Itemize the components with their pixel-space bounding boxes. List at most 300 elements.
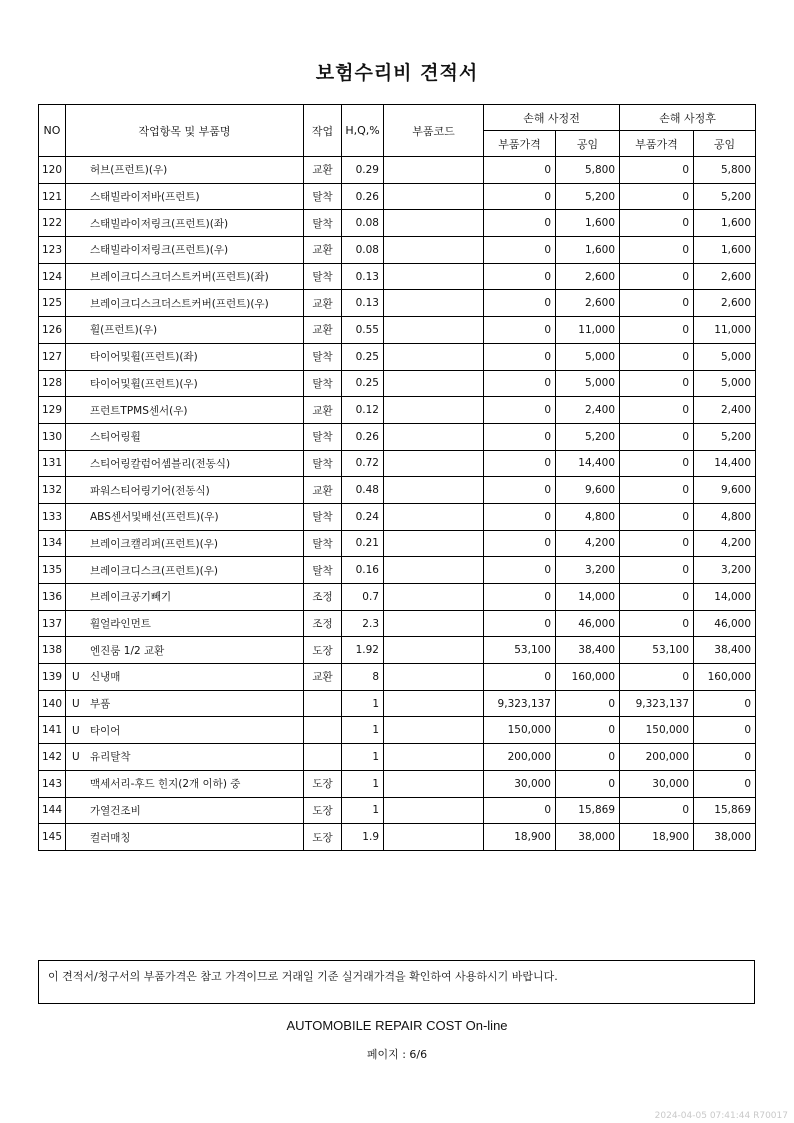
row-after-part-price: 53,100 (620, 637, 694, 664)
row-part-code (384, 637, 484, 664)
table-row (39, 690, 756, 717)
row-before-part-price: 9,323,137 (484, 690, 556, 717)
row-before-labor: 5,800 (556, 157, 620, 184)
col-code: 부품코드 (384, 105, 484, 157)
row-work: 교환 (304, 157, 342, 184)
row-hq: 0.08 (342, 210, 384, 237)
row-no: 131 (39, 450, 66, 477)
col-work: 작업 (304, 105, 342, 157)
row-work: 탈착 (304, 557, 342, 584)
row-before-part-price: 18,900 (484, 824, 556, 851)
row-work (304, 744, 342, 771)
row-item-name (66, 770, 304, 797)
row-before-part-price: 0 (484, 610, 556, 637)
row-no: 120 (39, 157, 66, 184)
table-row (39, 263, 756, 290)
row-after-part-price: 18,900 (620, 824, 694, 851)
table-header (39, 105, 756, 157)
row-no: 140 (39, 690, 66, 717)
row-after-labor: 0 (694, 717, 756, 744)
row-after-part-price: 0 (620, 477, 694, 504)
row-after-part-price: 0 (620, 557, 694, 584)
row-after-part-price: 0 (620, 370, 694, 397)
row-no: 129 (39, 397, 66, 424)
row-after-labor: 1,600 (694, 237, 756, 264)
row-part-code (384, 584, 484, 611)
row-no: 145 (39, 824, 66, 851)
table-row (39, 664, 756, 691)
estimate-table (38, 104, 756, 851)
row-item-label: 타이어 (90, 724, 121, 737)
row-after-labor: 1,600 (694, 210, 756, 237)
row-work: 도장 (304, 797, 342, 824)
row-after-labor: 0 (694, 690, 756, 717)
row-item-name (66, 157, 304, 184)
row-before-part-price: 0 (484, 370, 556, 397)
row-after-labor: 5,000 (694, 343, 756, 370)
row-flag: U (72, 671, 80, 684)
table-row (39, 370, 756, 397)
row-before-part-price: 0 (484, 183, 556, 210)
row-no: 130 (39, 423, 66, 450)
row-hq: 8 (342, 664, 384, 691)
row-no: 126 (39, 317, 66, 344)
row-before-part-price: 0 (484, 503, 556, 530)
row-hq: 0.55 (342, 317, 384, 344)
document-title: 보험수리비 견적서 (315, 62, 479, 84)
row-after-part-price: 0 (620, 530, 694, 557)
row-item-label: 파워스티어링기어(전동식) (90, 484, 210, 497)
col-no: NO (39, 105, 66, 157)
row-hq: 0.25 (342, 343, 384, 370)
row-no: 136 (39, 584, 66, 611)
row-hq: 0.21 (342, 530, 384, 557)
row-before-part-price: 0 (484, 557, 556, 584)
row-work: 교환 (304, 477, 342, 504)
row-after-part-price: 150,000 (620, 717, 694, 744)
row-after-labor: 5,200 (694, 423, 756, 450)
table-row (39, 530, 756, 557)
row-part-code (384, 530, 484, 557)
table-row (39, 450, 756, 477)
row-before-labor: 2,600 (556, 263, 620, 290)
row-part-code (384, 237, 484, 264)
row-item-name (66, 370, 304, 397)
row-item-name (66, 263, 304, 290)
row-item-label: 엔진룸 1/2 교환 (90, 644, 165, 657)
row-before-part-price: 0 (484, 210, 556, 237)
row-no: 132 (39, 477, 66, 504)
row-item-name (66, 557, 304, 584)
row-no: 125 (39, 290, 66, 317)
table-row (39, 183, 756, 210)
row-no: 124 (39, 263, 66, 290)
footer-title: AUTOMOBILE REPAIR COST On-line (286, 1018, 508, 1033)
row-before-part-price: 30,000 (484, 770, 556, 797)
row-work: 탈착 (304, 343, 342, 370)
row-before-labor: 3,200 (556, 557, 620, 584)
row-after-part-price: 0 (620, 664, 694, 691)
row-work: 교환 (304, 397, 342, 424)
row-part-code (384, 744, 484, 771)
table-row (39, 503, 756, 530)
row-part-code (384, 210, 484, 237)
row-hq: 0.16 (342, 557, 384, 584)
row-before-part-price: 0 (484, 343, 556, 370)
row-item-label: 컬러매칭 (90, 831, 131, 844)
row-before-part-price: 0 (484, 584, 556, 611)
row-part-code (384, 477, 484, 504)
row-after-part-price: 0 (620, 503, 694, 530)
row-before-part-price: 53,100 (484, 637, 556, 664)
row-after-labor: 4,800 (694, 503, 756, 530)
row-flag: U (72, 698, 80, 711)
row-work: 탈착 (304, 263, 342, 290)
row-after-labor: 2,400 (694, 397, 756, 424)
row-work: 탈착 (304, 503, 342, 530)
col-after-labor: 공임 (694, 131, 756, 157)
row-hq: 2.3 (342, 610, 384, 637)
row-part-code (384, 610, 484, 637)
row-part-code (384, 503, 484, 530)
row-hq: 0.13 (342, 290, 384, 317)
row-part-code (384, 450, 484, 477)
row-after-labor: 46,000 (694, 610, 756, 637)
row-after-labor: 14,000 (694, 584, 756, 611)
row-item-label: 브레이크캘리퍼(프런트)(우) (90, 537, 218, 550)
notice-box: 이 견적서/청구서의 부품가격은 참고 가격이므로 거래일 기준 실거래가격을 확인하여 사용하시기 바랍니다. (38, 960, 755, 1004)
col-after-part-price: 부품가격 (620, 131, 694, 157)
row-work: 조정 (304, 610, 342, 637)
row-item-name (66, 530, 304, 557)
row-hq: 0.48 (342, 477, 384, 504)
row-hq: 0.26 (342, 423, 384, 450)
row-item-label: 브레이크디스크더스트커버(프런트)(우) (90, 297, 269, 310)
row-before-labor: 5,200 (556, 183, 620, 210)
row-no: 141 (39, 717, 66, 744)
row-no: 133 (39, 503, 66, 530)
table-row (39, 210, 756, 237)
row-no: 142 (39, 744, 66, 771)
row-after-part-price: 0 (620, 263, 694, 290)
row-hq: 1 (342, 744, 384, 771)
row-hq: 1 (342, 797, 384, 824)
row-before-labor: 0 (556, 744, 620, 771)
row-item-label: 스태빌라이저바(프런트) (90, 191, 200, 204)
row-after-labor: 0 (694, 770, 756, 797)
row-part-code (384, 397, 484, 424)
row-after-part-price: 30,000 (620, 770, 694, 797)
table-row (39, 637, 756, 664)
row-no: 143 (39, 770, 66, 797)
row-part-code (384, 824, 484, 851)
row-hq: 0.7 (342, 584, 384, 611)
row-hq: 0.13 (342, 263, 384, 290)
row-item-name (66, 343, 304, 370)
row-item-label: 스태빌라이저링크(프런트)(좌) (90, 217, 229, 230)
row-item-name (66, 744, 304, 771)
row-no: 121 (39, 183, 66, 210)
row-before-labor: 4,800 (556, 503, 620, 530)
row-part-code (384, 717, 484, 744)
row-item-name (66, 317, 304, 344)
row-work (304, 690, 342, 717)
row-item-name (66, 637, 304, 664)
row-item-name (66, 503, 304, 530)
col-before-labor: 공임 (556, 131, 620, 157)
row-hq: 1 (342, 690, 384, 717)
row-after-part-price: 0 (620, 610, 694, 637)
row-before-labor: 0 (556, 770, 620, 797)
row-before-labor: 4,200 (556, 530, 620, 557)
table-row (39, 717, 756, 744)
table-row (39, 397, 756, 424)
row-part-code (384, 263, 484, 290)
row-after-labor: 2,600 (694, 263, 756, 290)
row-hq: 0.12 (342, 397, 384, 424)
row-work: 교환 (304, 317, 342, 344)
row-item-name (66, 397, 304, 424)
row-before-labor: 2,400 (556, 397, 620, 424)
row-before-labor: 15,869 (556, 797, 620, 824)
table-row (39, 610, 756, 637)
row-before-labor: 11,000 (556, 317, 620, 344)
row-after-labor: 38,000 (694, 824, 756, 851)
row-after-labor: 11,000 (694, 317, 756, 344)
row-after-part-price: 0 (620, 237, 694, 264)
col-before-part-price: 부품가격 (484, 131, 556, 157)
row-after-part-price: 0 (620, 157, 694, 184)
row-part-code (384, 423, 484, 450)
row-before-part-price: 0 (484, 157, 556, 184)
row-after-labor: 4,200 (694, 530, 756, 557)
row-no: 122 (39, 210, 66, 237)
table-row (39, 557, 756, 584)
row-before-labor: 1,600 (556, 237, 620, 264)
row-no: 123 (39, 237, 66, 264)
row-after-part-price: 0 (620, 290, 694, 317)
row-after-labor: 15,869 (694, 797, 756, 824)
row-no: 134 (39, 530, 66, 557)
row-before-labor: 9,600 (556, 477, 620, 504)
row-before-labor: 160,000 (556, 664, 620, 691)
row-hq: 0.72 (342, 450, 384, 477)
row-item-label: 프런트TPMS센서(우) (90, 404, 188, 417)
row-hq: 0.26 (342, 183, 384, 210)
table-row (39, 423, 756, 450)
row-item-name (66, 210, 304, 237)
row-work: 탈착 (304, 450, 342, 477)
row-work (304, 717, 342, 744)
row-before-labor: 0 (556, 690, 620, 717)
row-item-label: 휠얼라인먼트 (90, 618, 151, 631)
row-no: 135 (39, 557, 66, 584)
row-after-labor: 9,600 (694, 477, 756, 504)
row-before-part-price: 0 (484, 317, 556, 344)
row-hq: 1.9 (342, 824, 384, 851)
row-after-labor: 5,000 (694, 370, 756, 397)
row-work: 교환 (304, 290, 342, 317)
row-after-labor: 5,200 (694, 183, 756, 210)
row-after-labor: 3,200 (694, 557, 756, 584)
col-item: 작업항목 및 부품명 (66, 105, 304, 157)
col-hq: H,Q,% (342, 105, 384, 157)
row-item-label: 스티어링휠 (90, 431, 141, 444)
table-row (39, 744, 756, 771)
row-hq: 0.29 (342, 157, 384, 184)
table-row (39, 290, 756, 317)
row-hq: 1 (342, 770, 384, 797)
row-item-label: 스태빌라이저링크(프런트)(우) (90, 244, 229, 257)
row-before-part-price: 0 (484, 290, 556, 317)
row-item-label: 유리탈착 (90, 751, 131, 764)
row-work: 탈착 (304, 423, 342, 450)
row-item-label: 브레이크공기빼기 (90, 591, 172, 604)
row-item-name (66, 477, 304, 504)
row-work: 조정 (304, 584, 342, 611)
row-before-labor: 1,600 (556, 210, 620, 237)
row-part-code (384, 770, 484, 797)
row-item-name (66, 237, 304, 264)
row-item-label: 신냉매 (90, 671, 121, 684)
table-row (39, 477, 756, 504)
row-part-code (384, 343, 484, 370)
row-after-part-price: 0 (620, 343, 694, 370)
row-item-name (66, 290, 304, 317)
row-item-label: 스티어링칼럼어셈블리(전동식) (90, 457, 231, 470)
row-before-labor: 5,200 (556, 423, 620, 450)
row-after-part-price: 0 (620, 797, 694, 824)
row-before-part-price: 0 (484, 397, 556, 424)
row-before-part-price: 0 (484, 477, 556, 504)
row-no: 144 (39, 797, 66, 824)
row-after-part-price: 0 (620, 450, 694, 477)
row-before-labor: 5,000 (556, 343, 620, 370)
row-no: 137 (39, 610, 66, 637)
col-after: 손해 사정후 (620, 105, 756, 131)
row-part-code (384, 317, 484, 344)
row-after-labor: 14,400 (694, 450, 756, 477)
row-work: 탈착 (304, 370, 342, 397)
row-item-name (66, 450, 304, 477)
row-before-part-price: 0 (484, 797, 556, 824)
row-item-name (66, 183, 304, 210)
row-item-label: 타이어및휠(프런트)(우) (90, 377, 198, 390)
row-part-code (384, 690, 484, 717)
row-before-part-price: 200,000 (484, 744, 556, 771)
row-before-labor: 14,400 (556, 450, 620, 477)
row-before-labor: 38,000 (556, 824, 620, 851)
row-flag: U (72, 724, 80, 737)
row-hq: 1 (342, 717, 384, 744)
row-item-label: 부품 (90, 698, 111, 711)
print-timestamp: 2024-04-05 07:41:44 R70017 (654, 1111, 788, 1121)
row-after-labor: 38,400 (694, 637, 756, 664)
row-before-part-price: 0 (484, 423, 556, 450)
row-before-part-price: 0 (484, 237, 556, 264)
row-part-code (384, 557, 484, 584)
row-item-label: 맥세서리-후드 힌지(2개 이하) 중 (90, 778, 241, 791)
table-row (39, 157, 756, 184)
row-work: 탈착 (304, 183, 342, 210)
row-hq: 0.08 (342, 237, 384, 264)
row-no: 138 (39, 637, 66, 664)
row-before-part-price: 0 (484, 530, 556, 557)
col-before: 손해 사정전 (484, 105, 620, 131)
row-after-labor: 2,600 (694, 290, 756, 317)
row-after-part-price: 200,000 (620, 744, 694, 771)
table-row (39, 237, 756, 264)
row-before-part-price: 150,000 (484, 717, 556, 744)
row-item-name (66, 610, 304, 637)
row-flag: U (72, 751, 80, 764)
table-row (39, 584, 756, 611)
row-part-code (384, 370, 484, 397)
row-item-label: 브레이크디스크더스트커버(프런트)(좌) (90, 271, 269, 284)
row-item-label: 허브(프런트)(우) (90, 164, 168, 177)
table-row (39, 770, 756, 797)
row-hq: 0.25 (342, 370, 384, 397)
row-work: 도장 (304, 824, 342, 851)
row-work: 탈착 (304, 530, 342, 557)
row-before-labor: 14,000 (556, 584, 620, 611)
row-work: 탈착 (304, 210, 342, 237)
row-work: 교환 (304, 664, 342, 691)
row-before-part-price: 0 (484, 664, 556, 691)
row-hq: 0.24 (342, 503, 384, 530)
row-item-name (66, 423, 304, 450)
row-after-part-price: 0 (620, 317, 694, 344)
row-item-name (66, 717, 304, 744)
row-hq: 1.92 (342, 637, 384, 664)
row-after-labor: 160,000 (694, 664, 756, 691)
row-item-name (66, 824, 304, 851)
row-item-label: 휠(프런트)(우) (90, 324, 158, 337)
row-before-labor: 0 (556, 717, 620, 744)
row-after-part-price: 0 (620, 584, 694, 611)
row-item-label: 타이어및휠(프런트)(좌) (90, 351, 198, 364)
row-no: 139 (39, 664, 66, 691)
row-part-code (384, 157, 484, 184)
row-item-label: ABS센서및배선(프런트)(우) (90, 511, 219, 524)
row-work: 도장 (304, 770, 342, 797)
row-before-labor: 38,400 (556, 637, 620, 664)
row-after-part-price: 0 (620, 210, 694, 237)
row-before-labor: 2,600 (556, 290, 620, 317)
row-item-name (66, 584, 304, 611)
row-after-part-price: 0 (620, 397, 694, 424)
row-before-labor: 46,000 (556, 610, 620, 637)
row-work: 도장 (304, 637, 342, 664)
row-part-code (384, 797, 484, 824)
table-body (39, 157, 756, 851)
row-before-part-price: 0 (484, 263, 556, 290)
row-before-part-price: 0 (484, 450, 556, 477)
row-after-part-price: 0 (620, 183, 694, 210)
row-after-part-price: 0 (620, 423, 694, 450)
table-row (39, 824, 756, 851)
table-row (39, 797, 756, 824)
table-row (39, 343, 756, 370)
row-item-name (66, 690, 304, 717)
row-item-label: 브레이크디스크(프런트)(우) (90, 564, 218, 577)
table-row (39, 317, 756, 344)
row-no: 127 (39, 343, 66, 370)
row-work: 교환 (304, 237, 342, 264)
row-part-code (384, 290, 484, 317)
row-item-name (66, 797, 304, 824)
row-item-name (66, 664, 304, 691)
